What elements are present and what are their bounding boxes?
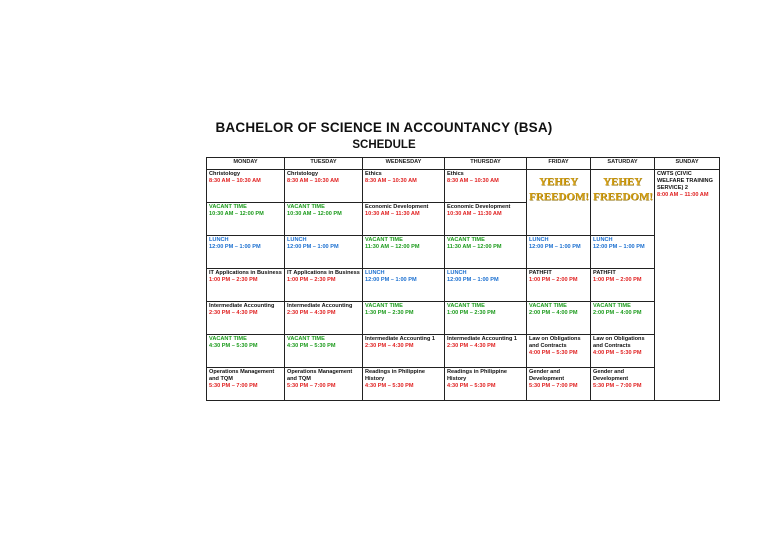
schedule-cell	[207, 302, 285, 335]
schedule-cell	[591, 302, 655, 335]
subject-label: VACANT TIME	[593, 303, 631, 309]
schedule-row	[207, 335, 720, 368]
time-label: 11:30 AM – 12:00 PM	[447, 244, 502, 250]
subject-label: Law on Obligations and Contracts	[593, 336, 645, 349]
subject-label: IT Applications in Business	[287, 270, 360, 276]
time-label: 5:30 PM – 7:00 PM	[593, 383, 642, 389]
schedule-cell	[527, 236, 591, 269]
time-label: 8:30 AM – 10:30 AM	[209, 178, 261, 184]
time-label: 1:00 PM – 2:30 PM	[209, 277, 258, 283]
freedom-cell	[527, 170, 591, 236]
subject-label: Operations Management and TQM	[287, 369, 353, 382]
subject-label: VACANT TIME	[209, 204, 247, 210]
sunday-cell	[655, 170, 720, 401]
subject-label: Operations Management and TQM	[209, 369, 275, 382]
subject-label: VACANT TIME	[365, 303, 403, 309]
schedule-cell	[591, 236, 655, 269]
time-label: 12:00 PM – 1:00 PM	[287, 244, 339, 250]
subject-label: VACANT TIME	[209, 336, 247, 342]
subject-label: Economic Development	[447, 204, 511, 210]
schedule-cell	[285, 302, 363, 335]
subject-label: LUNCH	[447, 270, 467, 276]
schedule-cell	[285, 269, 363, 302]
subject-label: Ethics	[447, 171, 464, 177]
subject-label: VACANT TIME	[287, 336, 325, 342]
time-label: 5:30 PM – 7:00 PM	[209, 383, 258, 389]
time-label: 2:30 PM – 4:30 PM	[447, 343, 496, 349]
header-thursday: THURSDAY	[445, 158, 527, 170]
time-label: 11:30 AM – 12:00 PM	[365, 244, 420, 250]
schedule-cell	[207, 368, 285, 401]
subject-label: Law on Obligations and Contracts	[529, 336, 581, 349]
subject-label: Christology	[209, 171, 241, 177]
time-label: 10:30 AM – 12:00 PM	[209, 211, 264, 217]
time-label: 8:30 AM – 10:30 AM	[287, 178, 339, 184]
schedule-cell	[591, 368, 655, 401]
time-label: 2:00 PM – 4:00 PM	[529, 310, 578, 316]
schedule-cell	[445, 203, 527, 236]
subject-label: CWTS (CIVIC WELFARE TRAINING SERVICE) 2	[657, 171, 713, 191]
time-label: 1:30 PM – 2:30 PM	[365, 310, 414, 316]
schedule-cell	[207, 335, 285, 368]
schedule-cell	[527, 269, 591, 302]
time-label: 2:30 PM – 4:30 PM	[365, 343, 414, 349]
time-label: 4:00 PM – 5:30 PM	[593, 350, 642, 356]
subject-label: PATHFIT	[529, 270, 552, 276]
subject-label: Intermediate Accounting	[209, 303, 275, 309]
subject-label: LUNCH	[529, 237, 549, 243]
schedule-cell	[285, 170, 363, 203]
time-label: 12:00 PM – 1:00 PM	[209, 244, 261, 250]
schedule-cell	[285, 335, 363, 368]
schedule-cell	[363, 335, 445, 368]
subject-label: PATHFIT	[593, 270, 616, 276]
freedom-label: YEHEY FREEDOM!	[593, 176, 653, 203]
schedule-cell	[445, 335, 527, 368]
schedule-cell	[285, 236, 363, 269]
schedule-body	[207, 170, 720, 401]
time-label: 8:30 AM – 10:30 AM	[365, 178, 417, 184]
time-label: 4:00 PM – 5:30 PM	[529, 350, 578, 356]
subject-label: Intermediate Accounting 1	[447, 336, 518, 342]
header-tuesday: TUESDAY	[285, 158, 363, 170]
time-label: 2:00 PM – 4:00 PM	[593, 310, 642, 316]
schedule-cell	[445, 170, 527, 203]
subject-label: Christology	[287, 171, 319, 177]
header-wednesday: WEDNESDAY	[363, 158, 445, 170]
subject-label: Intermediate Accounting	[287, 303, 353, 309]
schedule-cell	[207, 170, 285, 203]
subject-label: Intermediate Accounting 1	[365, 336, 436, 342]
schedule-row	[207, 236, 720, 269]
subject-label: LUNCH	[287, 237, 307, 243]
schedule-cell	[527, 302, 591, 335]
schedule-row	[207, 368, 720, 401]
subject-label: IT Applications in Business	[209, 270, 282, 276]
subject-label: VACANT TIME	[529, 303, 567, 309]
schedule-cell	[591, 335, 655, 368]
schedule-cell	[445, 368, 527, 401]
subject-label: Readings in Philippine History	[365, 369, 425, 382]
schedule-cell	[207, 269, 285, 302]
subject-label: Gender and Development	[529, 369, 565, 382]
time-label: 12:00 PM – 1:00 PM	[593, 244, 645, 250]
schedule-cell	[363, 170, 445, 203]
subject-label: Ethics	[365, 171, 382, 177]
schedule-row	[207, 269, 720, 302]
schedule-cell	[591, 269, 655, 302]
subject-label: VACANT TIME	[287, 204, 325, 210]
schedule-cell	[363, 236, 445, 269]
time-label: 5:30 PM – 7:00 PM	[287, 383, 336, 389]
freedom-label: YEHEY FREEDOM!	[529, 176, 589, 203]
schedule-cell	[363, 203, 445, 236]
time-label: 8:00 AM – 11:00 AM	[657, 192, 709, 198]
schedule-cell	[527, 335, 591, 368]
subject-label: LUNCH	[209, 237, 229, 243]
schedule-cell	[285, 368, 363, 401]
schedule-cell	[445, 269, 527, 302]
schedule-table	[206, 157, 720, 401]
schedule-cell	[285, 203, 363, 236]
time-label: 10:30 AM – 11:30 AM	[365, 211, 420, 217]
time-label: 4:30 PM – 5:30 PM	[209, 343, 258, 349]
header-saturday: SATURDAY	[591, 158, 655, 170]
time-label: 2:30 PM – 4:30 PM	[287, 310, 336, 316]
time-label: 8:30 AM – 10:30 AM	[447, 178, 499, 184]
time-label: 1:00 PM – 2:30 PM	[287, 277, 336, 283]
time-label: 10:30 AM – 11:30 AM	[447, 211, 502, 217]
schedule-cell	[363, 302, 445, 335]
time-label: 1:00 PM – 2:30 PM	[447, 310, 496, 316]
subject-label: Readings in Philippine History	[447, 369, 507, 382]
header-monday: MONDAY	[207, 158, 285, 170]
schedule-cell	[363, 269, 445, 302]
subject-label: VACANT TIME	[447, 237, 485, 243]
schedule-cell	[445, 302, 527, 335]
time-label: 10:30 AM – 12:00 PM	[287, 211, 342, 217]
time-label: 12:00 PM – 1:00 PM	[447, 277, 499, 283]
schedule-row	[207, 302, 720, 335]
time-label: 12:00 PM – 1:00 PM	[529, 244, 581, 250]
schedule-cell	[363, 368, 445, 401]
day-header-row	[207, 158, 720, 170]
header-friday: FRIDAY	[527, 158, 591, 170]
schedule-cell	[207, 203, 285, 236]
schedule-cell	[527, 368, 591, 401]
time-label: 4:30 PM – 5:30 PM	[447, 383, 496, 389]
time-label: 12:00 PM – 1:00 PM	[365, 277, 417, 283]
time-label: 2:30 PM – 4:30 PM	[209, 310, 258, 316]
time-label: 5:30 PM – 7:00 PM	[529, 383, 578, 389]
subject-label: Economic Development	[365, 204, 429, 210]
schedule-row	[207, 170, 720, 203]
time-label: 4:30 PM – 5:30 PM	[287, 343, 336, 349]
subject-label: LUNCH	[365, 270, 385, 276]
time-label: 1:00 PM – 2:00 PM	[529, 277, 578, 283]
subject-label: VACANT TIME	[447, 303, 485, 309]
freedom-cell	[591, 170, 655, 236]
subject-label: VACANT TIME	[365, 237, 403, 243]
subject-label: LUNCH	[593, 237, 613, 243]
time-label: 4:30 PM – 5:30 PM	[365, 383, 414, 389]
page-title: BACHELOR OF SCIENCE IN ACCOUNTANCY (BSA)	[215, 120, 553, 135]
time-label: 1:00 PM – 2:00 PM	[593, 277, 642, 283]
page-subtitle: SCHEDULE	[352, 139, 416, 151]
schedule-cell	[207, 236, 285, 269]
schedule-cell	[445, 236, 527, 269]
header-sunday: SUNDAY	[655, 158, 720, 170]
subject-label: Gender and Development	[593, 369, 629, 382]
